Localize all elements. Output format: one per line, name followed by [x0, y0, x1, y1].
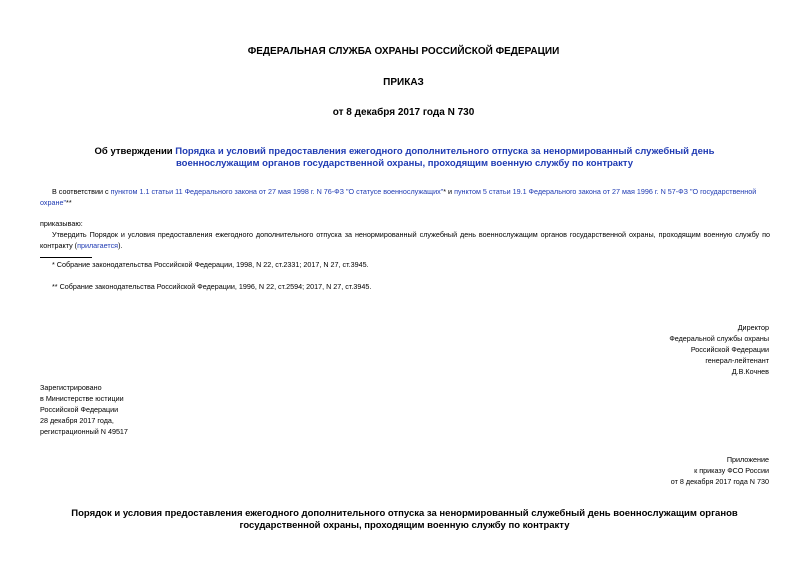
preamble-text-1: В соответствии с [52, 187, 111, 196]
preamble-paragraph [40, 186, 770, 208]
footnote-divider [40, 257, 92, 258]
preamble-text-2: * и [443, 187, 455, 196]
signature-line: Д.В.Кочнев [731, 367, 769, 376]
order-text-2: ). [118, 241, 123, 250]
registration-block [40, 382, 128, 437]
order-text-1: Утвердить Порядок и условия предоставления ежегодного дополнительного отпуска за ненормированный служебный день военнослужащим органов государственной охраны, проходящим военную службу по контракту ( [40, 230, 770, 250]
signature-line: генерал-лейтенант [705, 356, 769, 365]
order-date-number: от 8 декабря 2017 года N 730 [332, 107, 475, 118]
appendix-line: к приказу ФСО России [694, 466, 769, 475]
law-57-link[interactable]: пунктом 5 статьи 19.1 Федерального закона от 27 мая 1996 г. N 57-ФЗ "О государственной охране" [40, 187, 757, 207]
appendix-block [671, 454, 769, 487]
footnote-2: ** Собрание законодательства Российской Федерации, 1996, N 22, ст.2594; 2017, N 27, ст.3945. [52, 282, 372, 291]
registration-line: 28 декабря 2017 года, [40, 416, 114, 425]
order-paragraph [40, 229, 770, 251]
appendix-link[interactable]: прилагается [77, 241, 119, 250]
appendix-line: от 8 декабря 2017 года N 730 [670, 477, 769, 486]
signature-line: Федеральной службы охраны [669, 334, 769, 343]
registration-line: Зарегистрировано [40, 383, 102, 392]
registration-line: Российской Федерации [40, 405, 119, 414]
agency-heading: ФЕДЕРАЛЬНАЯ СЛУЖБА ОХРАНЫ РОССИЙСКОЙ ФЕДЕРАЦИИ [247, 46, 560, 57]
signature-line: Директор [737, 323, 769, 332]
title-link[interactable]: Порядка и условий предоставления ежегодного дополнительного отпуска за ненормированный служебный день военнослужащим органов государственной охраны, проходящим военную службу по контракту [175, 146, 715, 169]
title-prefix: Об утверждении [94, 146, 176, 157]
signature-line: Российской Федерации [690, 345, 769, 354]
registration-line: регистрационный N 49517 [40, 427, 128, 436]
registration-line: в Министерстве юстиции [40, 394, 124, 403]
footnote-1: * Собрание законодательства Российской Федерации, 1998, N 22, ст.2331; 2017, N 27, ст.3945. [52, 260, 369, 269]
signature-block [669, 322, 769, 377]
order-word: приказываю: [40, 219, 83, 228]
preamble-text-3: ** [66, 198, 72, 207]
appendix-line: Приложение [726, 455, 769, 464]
document-type: ПРИКАЗ [383, 77, 424, 88]
appendix-title: Порядок и условия предоставления ежегодного дополнительного отпуска за ненормированный служебный день военнослужащим органов государственной охраны, проходящим военную службу по контракту [71, 508, 738, 531]
order-title [52, 146, 757, 170]
law-76-link[interactable]: пунктом 1.1 статьи 11 Федерального закона от 27 мая 1998 г. N 76-ФЗ "О статусе военнослужащих" [110, 187, 444, 196]
